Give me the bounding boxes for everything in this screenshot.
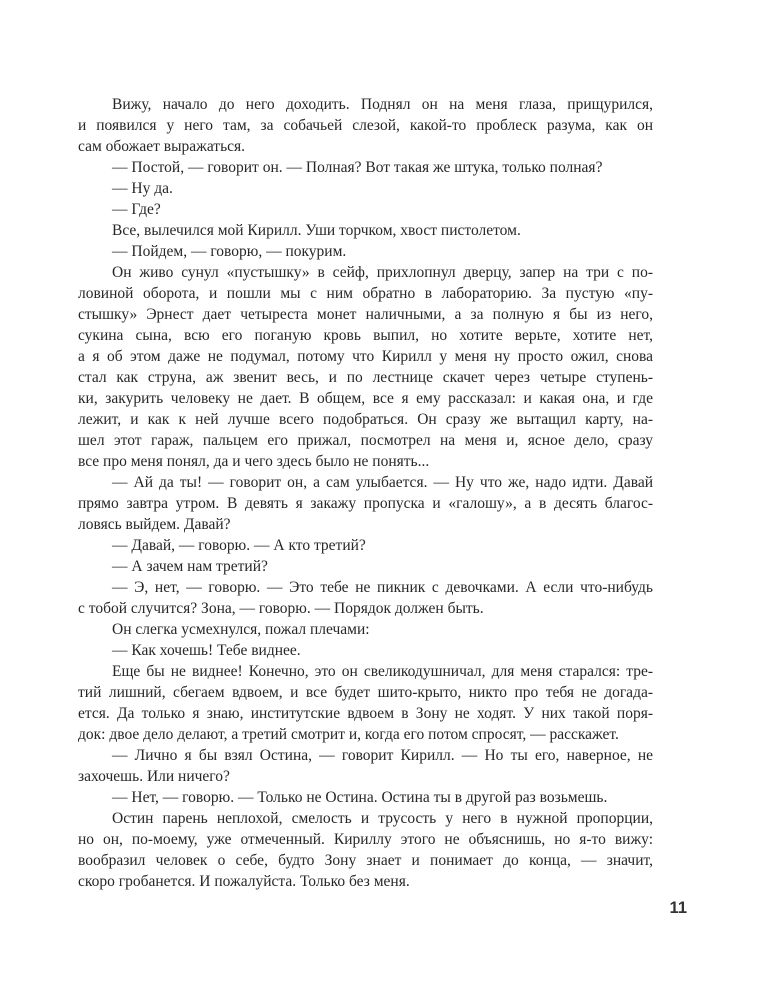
text-line: — Пойдем, — говорю, — покурим. — [112, 243, 347, 260]
text-line: лежит, и как к ней лучше всего подобраться. Он сразу же вытащил карту, на- — [78, 411, 653, 428]
page-number: 11 — [669, 899, 687, 917]
text-line: Остин парень неплохой, смелость и трусость у него в нужной пропорции, — [112, 810, 653, 827]
text-line: Еще бы не виднее! Конечно, это он свеликодушничал, для меня старался: тре- — [112, 663, 653, 680]
text-line: ки, закурить человеку не дает. В общем, все я ему рассказал: и какая она, и где — [78, 390, 653, 407]
text-line: — Ай да ты! — говорит он, а сам улыбается. — Ну что же, надо идти. Давай — [112, 474, 653, 491]
text-line: ловиной оборота, и пошли мы с ним обратно в лабораторию. За пустую «пу- — [78, 285, 653, 302]
text-line: Он слегка усмехнулся, пожал плечами: — [112, 621, 370, 638]
text-line: а я об этом даже не подумал, потому что Кирилл у меня ну просто ожил, снова — [78, 348, 653, 365]
text-line: — Постой, — говорит он. — Полная? Вот такая же штука, только полная? — [112, 159, 603, 176]
text-line: все про меня понял, да и чего здесь было не понять... — [78, 453, 430, 470]
text-line: сам обожает выражаться. — [78, 138, 246, 155]
text-line: Вижу, начало до него доходить. Поднял он на меня глаза, прищурился, — [112, 96, 653, 113]
text-line: и появился у него там, за собачьей слезой, какой-то проблеск разума, как он — [78, 117, 653, 134]
text-line: док: двое дело делают, а третий смотрит и, когда его потом спросят, — расскажет. — [78, 726, 619, 743]
text-line: прямо завтра утром. В девять я закажу пропуска и «галошу», а в десять благос- — [78, 495, 653, 512]
text-line: — Лично я бы взял Остина, — говорит Кирилл. — Но ты его, наверное, не — [112, 747, 653, 764]
text-line: тий лишний, сбегаем вдвоем, и все будет шито-крыто, никто про тебя не догада- — [78, 684, 653, 701]
text-line: стышку» Эрнест дает четыреста монет наличными, а за полную я бы из него, — [78, 306, 653, 323]
text-line: вообразил человек о себе, будто Зону знает и понимает до конца, — значит, — [78, 852, 653, 869]
text-line: скоро гробанется. И пожалуйста. Только без меня. — [78, 873, 410, 890]
text-line: но он, по-моему, уже отмеченный. Кириллу этого не объяснишь, но я-то вижу: — [78, 831, 653, 848]
text-line: Он живо сунул «пустышку» в сейф, прихлопнул дверцу, запер на три с по- — [112, 264, 653, 281]
text-line: с тобой случится? Зона, — говорю. — Порядок должен быть. — [78, 600, 484, 617]
text-line: — Ну да. — [112, 180, 173, 197]
text-line: — Как хочешь! Тебе виднее. — [112, 642, 301, 659]
text-line: захочешь. Или ничего? — [78, 768, 230, 785]
text-line: Все, вылечился мой Кирилл. Уши торчком, хвост пистолетом. — [112, 222, 521, 239]
text-line: — Нет, — говорю. — Только не Остина. Остина ты в другой раз возьмешь. — [112, 789, 608, 806]
text-block — [78, 94, 653, 892]
text-line: стал как струна, аж звенит весь, и по лестнице скачет через четыре ступень- — [78, 369, 653, 386]
text-line: сукина сына, всю его поганую кровь выпил, но хотите верьте, хотите нет, — [78, 327, 653, 344]
text-line: — Давай, — говорю. — А кто третий? — [112, 537, 366, 554]
text-line: ется. Да только я знаю, институтские вдвоем в Зону не ходят. У них такой поря- — [78, 705, 653, 722]
text-line: шел этот гараж, пальцем его прижал, посмотрел на меня и, ясное дело, сразу — [78, 432, 653, 449]
text-line: — А зачем нам третий? — [112, 558, 268, 575]
text-line: — Где? — [112, 201, 161, 218]
text-line: ловясь выйдем. Давай? — [78, 516, 231, 533]
text-line: — Э, нет, — говорю. — Это тебе не пикник с девочками. А если что-нибудь — [112, 579, 653, 596]
